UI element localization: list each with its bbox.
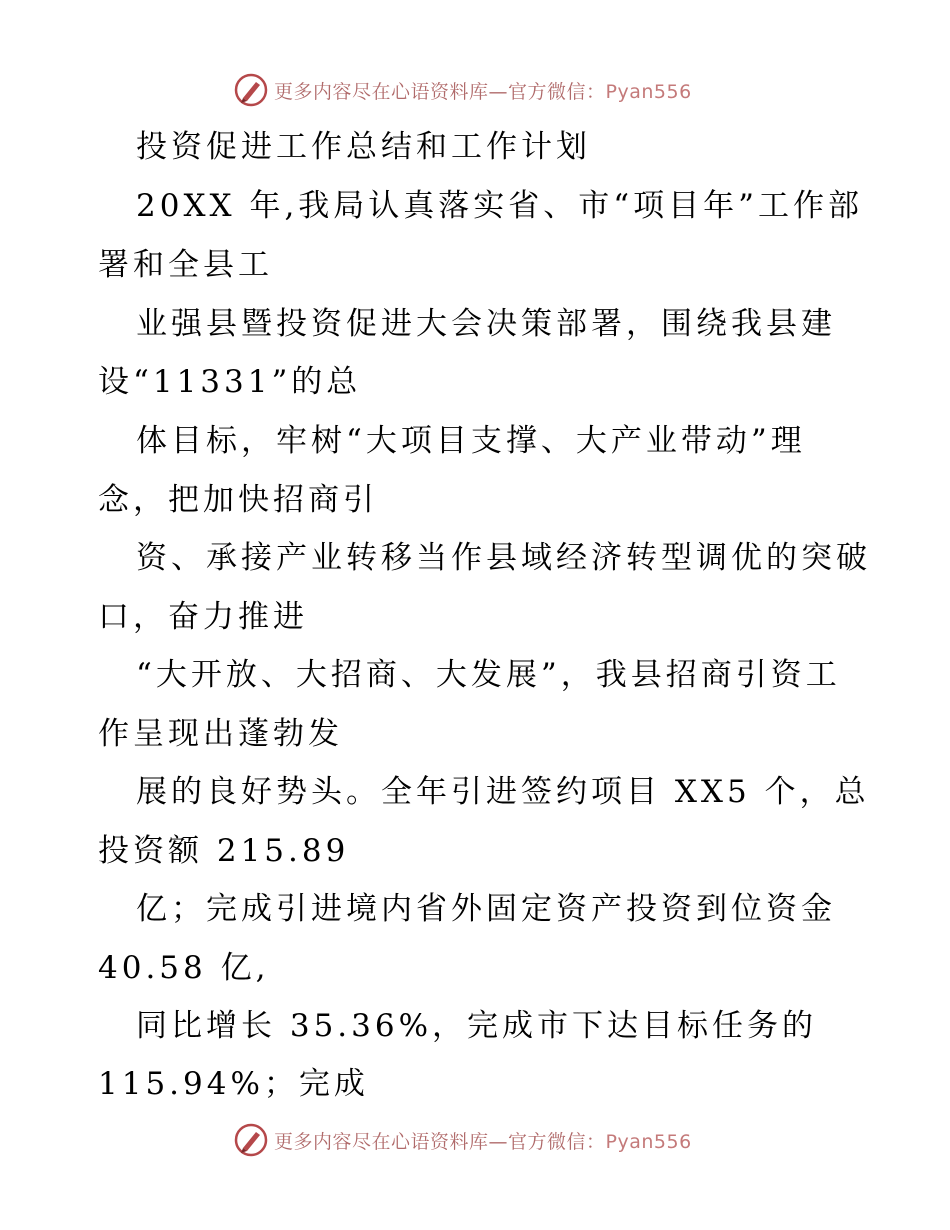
paragraph-line: 口，奋力推进	[98, 599, 308, 635]
paragraph-line: 业强县暨投资促进大会决策部署，围绕我县建	[136, 306, 836, 342]
document-title: 投资促进工作总结和工作计划	[136, 129, 591, 165]
paragraph-line: 20XX 年,我局认真落实省、市“项目年”工作部	[136, 188, 863, 224]
paragraph-line: 展的良好势头。全年引进签约项目 XX5 个，总	[136, 774, 870, 810]
watermark-text: 更多内容尽在心语资料库—官方微信：Pyan556	[274, 80, 692, 103]
header-watermark-banner	[234, 72, 692, 108]
paragraph-line: 投资额 215.89	[98, 833, 350, 869]
paragraph-line: 作呈现出蓬勃发	[98, 716, 343, 752]
paragraph-line: 资、承接产业转移当作县域经济转型调优的突破	[136, 540, 871, 576]
paragraph-line: 亿；完成引进境内省外固定资产投资到位资金	[136, 891, 836, 927]
paragraph-line: 设“11331”的总	[98, 364, 362, 400]
paragraph-line: 体目标，牢树“大项目支撑、大产业带动”理	[136, 423, 806, 459]
paragraph-line: 40.58 亿,	[98, 950, 270, 986]
footer-watermark-banner	[234, 1122, 692, 1158]
paragraph-line: 署和全县工	[98, 247, 273, 283]
watermark-text: 更多内容尽在心语资料库—官方微信：Pyan556	[274, 1130, 692, 1153]
paragraph-line: “大开放、大招商、大发展”，我县招商引资工	[136, 657, 841, 693]
pen-logo-icon	[234, 1123, 268, 1157]
paragraph-line: 同比增长 35.36%，完成市下达目标任务的	[136, 1008, 818, 1044]
paragraph-line: 115.94%；完成	[98, 1066, 369, 1102]
pen-logo-icon	[234, 73, 268, 107]
paragraph-line: 念，把加快招商引	[98, 482, 378, 518]
